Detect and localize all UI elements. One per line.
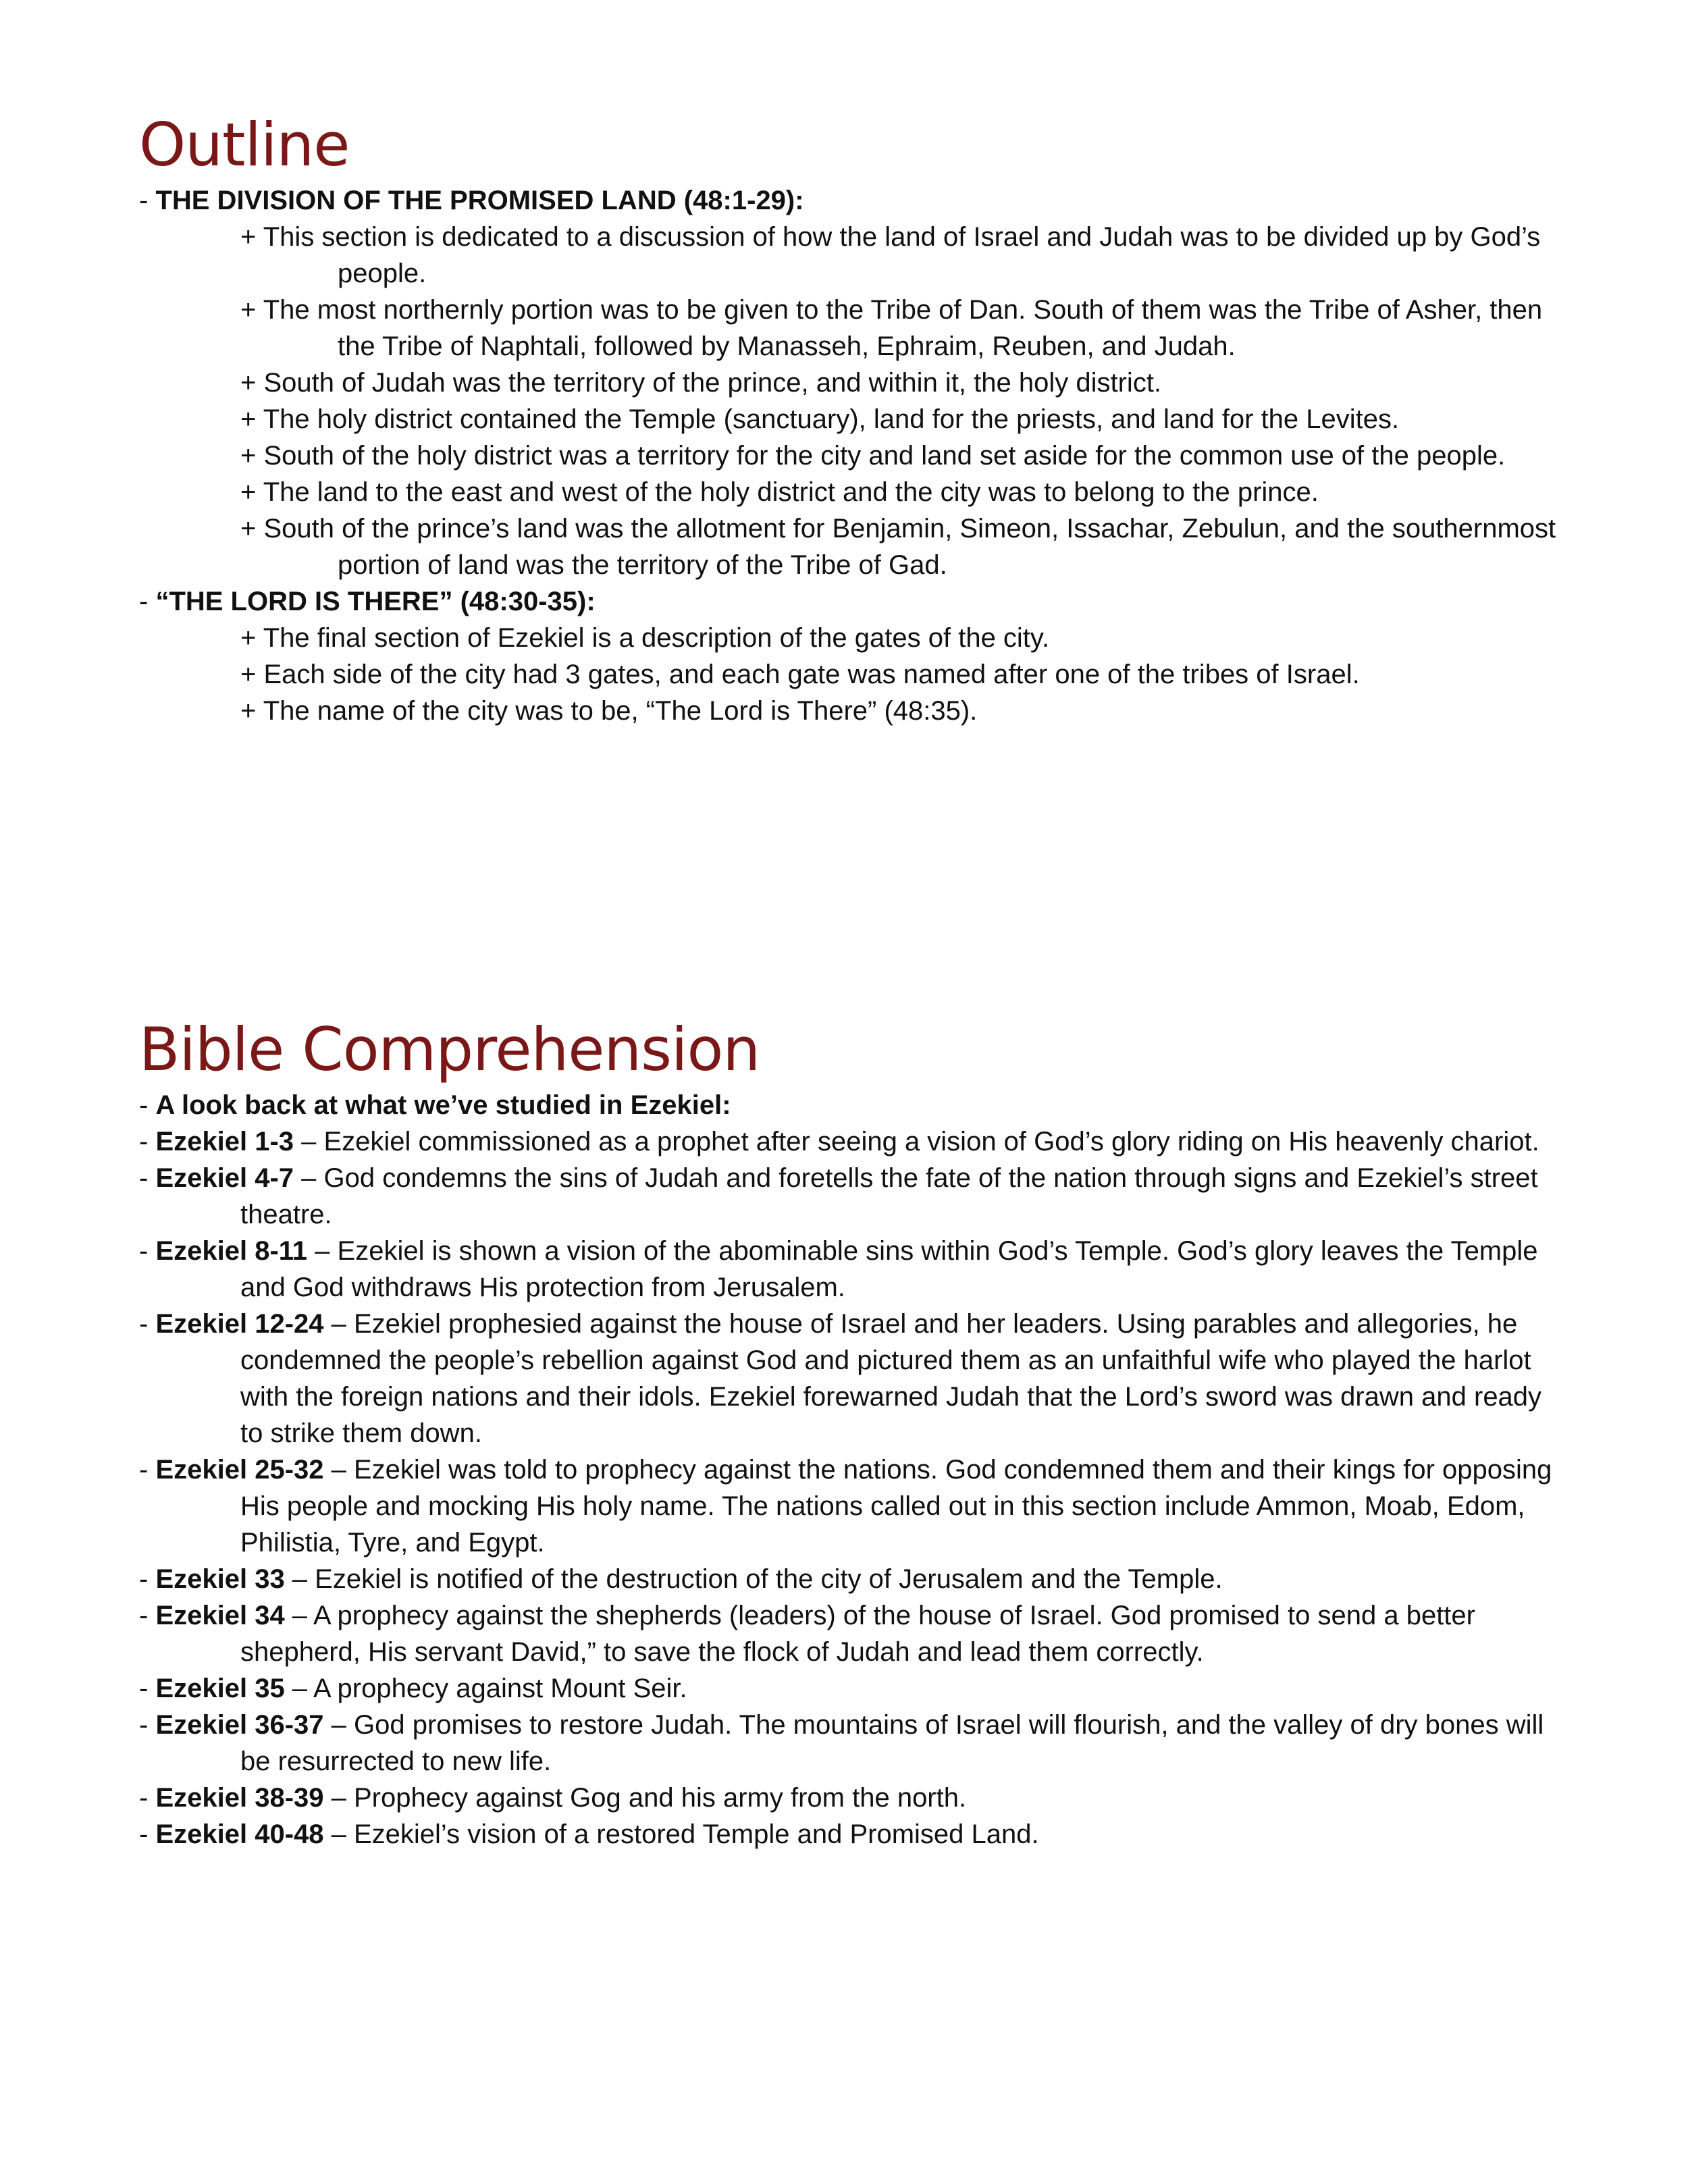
- bible-item-ref: Ezekiel 33: [155, 1564, 285, 1594]
- bible-item-text: – Ezekiel commissioned as a prophet after seeing a vision of God’s glory riding on His heavenly chariot.: [294, 1127, 1539, 1156]
- bible-item-ref: Ezekiel 25-32: [155, 1455, 324, 1485]
- outline-point: + The most northernly portion was to be given to the Tribe of Dan. South of them was the Tribe of Asher, then the Tribe of Naphtali, followed by Manasseh, Ephraim, Reuben, and Judah.: [240, 295, 1543, 361]
- bible-item-text: – God condemns the sins of Judah and foretells the fate of the nation through signs and Ezekiel’s street theatre.: [240, 1163, 1538, 1229]
- bible-item: [139, 1597, 1557, 1670]
- section-spacer: [139, 729, 1557, 1013]
- bible-comprehension-heading: Bible Comprehension: [139, 1015, 760, 1084]
- bible-item: [139, 1561, 1557, 1597]
- bible-item-ref: Ezekiel 1-3: [155, 1127, 294, 1156]
- bible-item: [139, 1707, 1557, 1780]
- outline-group-heading: [139, 182, 1557, 219]
- outline-point: + The name of the city was to be, “The Lord is There” (48:35).: [240, 696, 978, 726]
- outline-point: + The land to the east and west of the holy district and the city was to belong to the prince.: [240, 477, 1319, 507]
- bible-item: [139, 1123, 1557, 1160]
- bible-item: [139, 1670, 1557, 1707]
- bible-intro-text: A look back at what we’ve studied in Ezekiel:: [155, 1090, 731, 1120]
- dash-prefix: -: [139, 1710, 156, 1740]
- bible-item-ref: Ezekiel 38-39: [155, 1783, 324, 1813]
- bible-item: [139, 1233, 1557, 1306]
- dash-prefix: -: [139, 1564, 156, 1594]
- dash-prefix: -: [139, 1309, 156, 1339]
- bible-item-text: – God promises to restore Judah. The mountains of Israel will flourish, and the valley of dry bones will be resurrected to new life.: [240, 1710, 1544, 1776]
- dash-prefix: -: [139, 587, 156, 616]
- dash-prefix: -: [139, 186, 156, 215]
- dash-prefix: -: [139, 1819, 156, 1849]
- outline-group-division: [139, 182, 1557, 583]
- bible-item-ref: Ezekiel 40-48: [155, 1819, 324, 1849]
- bible-item: [139, 1816, 1557, 1853]
- dash-prefix: -: [139, 1783, 156, 1813]
- outline-point: + Each side of the city had 3 gates, and each gate was named after one of the tribes of Israel.: [240, 660, 1360, 689]
- bible-item-text: – Prophecy against Gog and his army from the north.: [323, 1783, 967, 1813]
- document-page: [139, 108, 1557, 1853]
- outline-group-lord-is-there: [139, 583, 1557, 729]
- dash-prefix: -: [139, 1674, 156, 1703]
- outline-group-heading: [139, 583, 1557, 620]
- bible-item-ref: Ezekiel 35: [155, 1674, 285, 1703]
- dash-prefix: -: [139, 1236, 156, 1266]
- outline-point: + South of the prince’s land was the allotment for Benjamin, Simeon, Issachar, Zebulun, and the southernmost portion of land was the territory of the Tribe of Gad.: [240, 514, 1556, 580]
- outline-heading: Outline: [139, 110, 350, 180]
- outline-point: + The holy district contained the Temple (sanctuary), land for the priests, and land for the Levites.: [240, 404, 1400, 434]
- outline-point: + South of Judah was the territory of the prince, and within it, the holy district.: [240, 368, 1162, 398]
- bible-item: [139, 1451, 1557, 1561]
- outline-group-title: THE DIVISION OF THE PROMISED LAND (48:1-29):: [155, 186, 804, 215]
- outline-point: + South of the holy district was a territory for the city and land set aside for the common use of the people.: [240, 441, 1506, 471]
- dash-prefix: -: [139, 1090, 156, 1120]
- bible-item-text: – Ezekiel was told to prophecy against the nations. God condemned them and their kings for opposing His people and mocking His holy name. The nations called out in this section include Ammon, Moab, Edom, Philistia, Tyre, and Egypt.: [240, 1455, 1552, 1557]
- bible-item: [139, 1780, 1557, 1816]
- bible-item-ref: Ezekiel 36-37: [155, 1710, 324, 1740]
- bible-item-text: – A prophecy against Mount Seir.: [284, 1674, 687, 1703]
- bible-intro: [139, 1087, 1557, 1123]
- bible-item: [139, 1160, 1557, 1233]
- bible-item-text: – A prophecy against the shepherds (leaders) of the house of Israel. God promised to send a better shepherd, His servant David,” to save the flock of Judah and lead them correctly.: [240, 1601, 1475, 1667]
- bible-item-text: – Ezekiel is notified of the destruction of the city of Jerusalem and the Temple.: [284, 1564, 1223, 1594]
- bible-item-text: – Ezekiel is shown a vision of the abominable sins within God’s Temple. God’s glory leaves the Temple and God withdraws His protection from Jerusalem.: [240, 1236, 1538, 1302]
- bible-item-text: – Ezekiel’s vision of a restored Temple and Promised Land.: [323, 1819, 1039, 1849]
- bible-item-ref: Ezekiel 4-7: [155, 1163, 294, 1193]
- bible-item-text: – Ezekiel prophesied against the house of Israel and her leaders. Using parables and allegories, he condemned the people’s rebellion against God and pictured them as an unfaithful wife who played the harlot with the foreign nations and their idols. Ezekiel forewarned Judah that the Lord’s sword was drawn and ready to strike them down.: [240, 1309, 1542, 1448]
- dash-prefix: -: [139, 1455, 156, 1485]
- outline-point: + The final section of Ezekiel is a description of the gates of the city.: [240, 623, 1050, 653]
- bible-item-ref: Ezekiel 12-24: [155, 1309, 324, 1339]
- dash-prefix: -: [139, 1601, 156, 1630]
- dash-prefix: -: [139, 1127, 156, 1156]
- bible-comprehension-section: [139, 1013, 1557, 1853]
- bible-item: [139, 1306, 1557, 1451]
- bible-item-ref: Ezekiel 8-11: [155, 1236, 308, 1266]
- dash-prefix: -: [139, 1163, 156, 1193]
- outline-point: + This section is dedicated to a discussion of how the land of Israel and Judah was to be divided up by God’s people.: [240, 222, 1541, 288]
- outline-section: [139, 108, 1557, 729]
- bible-item-ref: Ezekiel 34: [155, 1601, 285, 1630]
- outline-group-title: “THE LORD IS THERE” (48:30-35):: [155, 587, 596, 616]
